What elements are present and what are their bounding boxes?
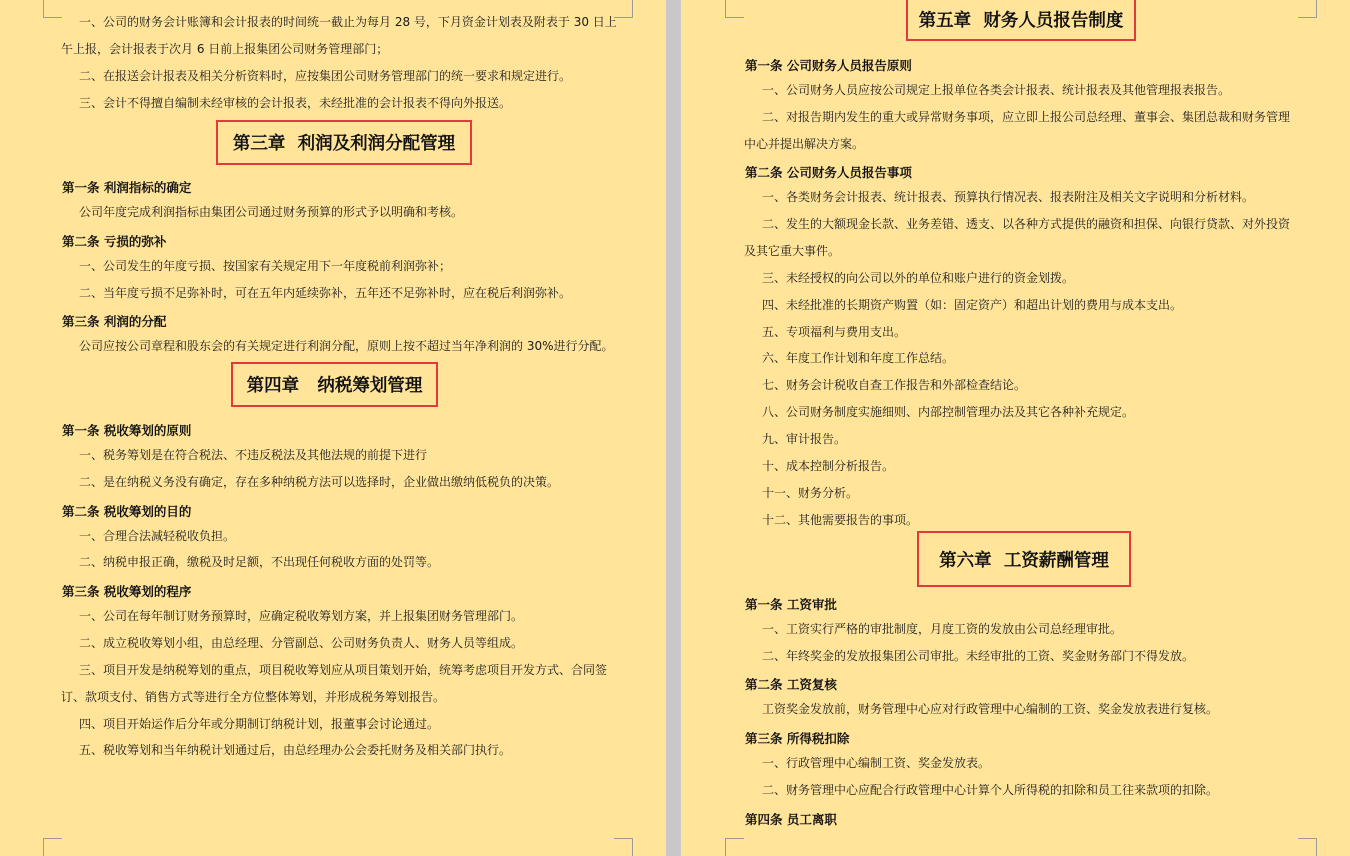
paragraph: 一、行政管理中心编制工资、奖金发放表。 [762,756,991,770]
paragraph: 二、对报告期内发生的重大或异常财务事项，应立即上报公司总经理、董事会、集团总裁和财务管理中心并提出解决方案。 [744,110,1291,151]
paragraph: 十一、财务分析。 [762,486,859,500]
paragraph: 工资奖金发放前，财务管理中心应对行政管理中心编制的工资、奖金发放表进行复核。 [762,702,1219,716]
chapter-heading: 第五章 财务人员报告制度 [906,0,1136,41]
crop-mark [725,838,744,856]
paragraph: 三、会计不得擅自编制未经审核的会计报表，未经批准的会计报表不得向外报送。 [79,96,512,110]
paragraph: 四、未经批准的长期资产购置（如：固定资产）和超出计划的费用与成本支出。 [762,298,1183,312]
article-heading: 第一条 税收筹划的原则 [62,423,192,438]
paragraph: 一、税务筹划是在符合税法、不违反税法及其他法规的前提下进行 [79,448,428,462]
paragraph: 七、财务会计税收自查工作报告和外部检查结论。 [762,378,1027,392]
paragraph: 二、是在纳税义务没有确定，存在多种纳税方法可以选择时，企业做出缴纳低税负的决策。 [79,475,560,489]
paragraph: 三、未经授权的向公司以外的单位和账户进行的资金划拨。 [762,271,1075,285]
paragraph: 一、合理合法减轻税收负担。 [79,529,236,543]
article-heading: 第一条 利润指标的确定 [62,180,192,195]
article-heading: 第四条 员工离职 [745,812,837,827]
paragraph: 十二、其他需要报告的事项。 [762,513,919,527]
paragraph: 四、项目开始运作后分年或分期制订纳税计划，报董事会讨论通过。 [79,717,440,731]
paragraph: 二、年终奖金的发放报集团公司审批。未经审批的工资、奖金财务部门不得发放。 [762,649,1195,663]
paragraph: 八、公司财务制度实施细则、内部控制管理办法及其它各种补充规定。 [762,405,1135,419]
paragraph: 十、成本控制分析报告。 [762,459,895,473]
chapter-heading: 第四章 纳税筹划管理 [231,362,438,407]
crop-mark [1298,0,1317,18]
paragraph: 三、项目开发是纳税筹划的重点，项目税收筹划应从项目策划开始，统筹考虑项目开发方式、合同签订、款项支付、销售方式等进行全方位整体筹划，并形成税务筹划报告。 [61,663,608,704]
paragraph: 二、纳税申报正确，缴税及时足额，不出现任何税收方面的处罚等。 [79,555,440,569]
paragraph: 二、当年度亏损不足弥补时，可在五年内延续弥补，五年还不足弥补时，应在税后利润弥补。 [79,286,572,300]
paragraph: 二、财务管理中心应配合行政管理中心计算个人所得税的扣除和员工往来款项的扣除。 [762,783,1219,797]
crop-mark [1298,838,1317,856]
article-heading: 第三条 利润的分配 [62,314,167,329]
chapter-heading: 第六章 工资薪酬管理 [917,531,1131,587]
article-heading: 第三条 税收筹划的程序 [62,584,192,599]
document-page-left [0,0,666,856]
paragraph: 一、公司在每年制订财务预算时，应确定税收筹划方案，并上报集团财务管理部门。 [79,609,524,623]
crop-mark [43,0,62,18]
paragraph: 一、工资实行严格的审批制度，月度工资的发放由公司总经理审批。 [762,622,1123,636]
chapter-heading: 第三章 利润及利润分配管理 [216,120,472,165]
paragraph: 五、税收筹划和当年纳税计划通过后，由总经理办公会委托财务及相关部门执行。 [79,743,512,757]
article-heading: 第二条 公司财务人员报告事项 [745,165,912,180]
paragraph: 公司年度完成利润指标由集团公司通过财务预算的形式予以明确和考核。 [79,205,464,219]
crop-mark [725,0,744,18]
paragraph: 一、公司发生的年度亏损、按国家有关规定用下一年度税前利润弥补； [79,259,452,273]
paragraph: 九、审计报告。 [762,432,847,446]
paragraph: 二、发生的大额现金长款、业务差错、透支、以各种方式提供的融资和担保、向银行贷款、对外投资及其它重大事件。 [744,217,1291,258]
document-page-right [681,0,1350,856]
paragraph: 五、专项福利与费用支出。 [762,325,907,339]
paragraph: 一、公司财务人员应按公司规定上报单位各类会计报表、统计报表及其他管理报表报告。 [762,83,1231,97]
paragraph: 六、年度工作计划和年度工作总结。 [762,351,955,365]
article-heading: 第二条 税收筹划的目的 [62,504,192,519]
paragraph: 一、公司的财务会计账簿和会计报表的时间统一截止为每月 28 号，下月资金计划表及附表于 30 日上午上报，会计报表于次月 6 日前上报集团公司财务管理部门； [61,15,617,56]
paragraph: 二、在报送会计报表及相关分析资料时，应按集团公司财务管理部门的统一要求和规定进行。 [79,69,572,83]
crop-mark [43,838,62,856]
paragraph: 一、各类财务会计报表、统计报表、预算执行情况表、报表附注及相关文字说明和分析材料。 [762,190,1255,204]
article-heading: 第二条 工资复核 [745,677,837,692]
paragraph: 公司应按公司章程和股东会的有关规定进行利润分配，原则上按不超过当年净利润的 30%进行分配。 [79,339,614,353]
article-heading: 第二条 亏损的弥补 [62,234,167,249]
paragraph: 二、成立税收筹划小组，由总经理、分管副总、公司财务负责人、财务人员等组成。 [79,636,524,650]
article-heading: 第一条 工资审批 [745,597,837,612]
article-heading: 第三条 所得税扣除 [745,731,850,746]
article-heading: 第一条 公司财务人员报告原则 [745,58,912,73]
crop-mark [614,838,633,856]
